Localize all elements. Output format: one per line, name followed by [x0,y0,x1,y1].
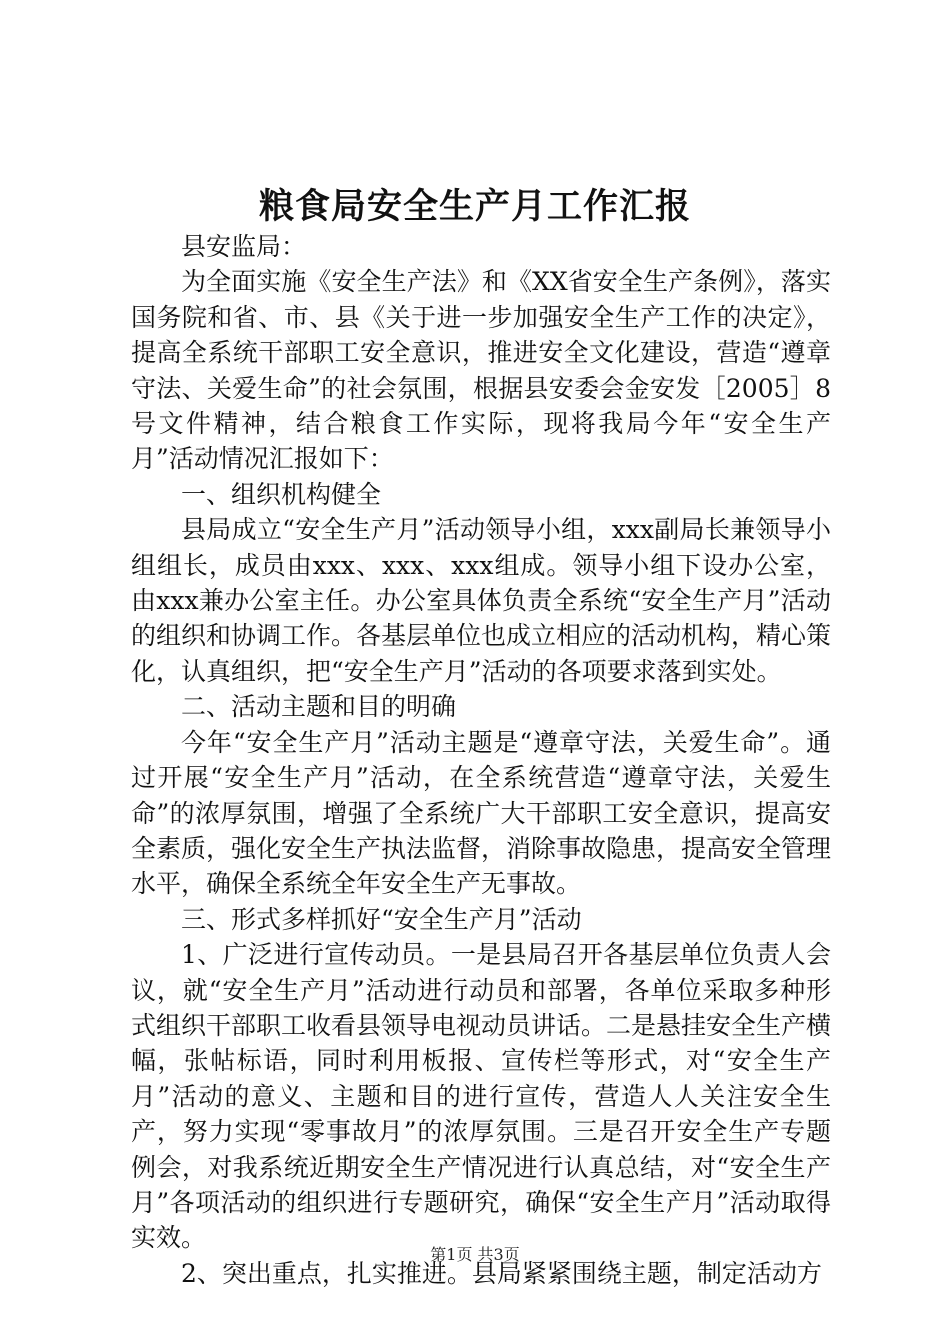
paragraph-section-3-item-1: 1、广泛进行宣传动员。一是县局召开各基层单位负责人会议，就“安全生产月”活动进行动员和部署，各单位采取多种形式组织干部职工收看县领导电视动员讲话。二是悬挂安全生产横幅，张帖标语，同时利用板报、宣传栏等形式，对“安全生产月”活动的意义、主题和目的进行宣传，营造人人关注安全生产，努力实现“零事故月”的浓厚氛围。三是召开安全生产专题例会，对我系统近期安全生产情况进行认真总结，对“安全生产月”各项活动的组织进行专题研究，确保“安全生产月”活动取得实效。 [131,940,832,1253]
paragraph-section-1: 县局成立“安全生产月”活动领导小组，xxx副局长兼领导小组组长，成员由xxx、xxx、xxx组成。领导小组下设办公室，由xxx兼办公室主任。办公室具体负责全系统“安全生产月”活动的组织和协调工作。各基层单位也成立相应的活动机构，精心策化，认真组织，把“安全生产月”活动的各项要求落到实处。 [131,515,832,686]
document-body [131,229,831,1291]
page-footer: 第1页 共3页 [430,1245,520,1264]
document-title: 粮食局安全生产月工作汇报 [258,186,691,227]
heading-section-3: 三、形式多样抓好“安全生产月”活动 [181,904,582,934]
heading-section-2: 二、活动主题和目的明确 [181,692,457,722]
paragraph-section-3-item-2: 2、突出重点，扎实推进。县局紧紧围绕主题，制定活动方 [181,1258,822,1288]
paragraph-intro: 为全面实施《安全生产法》和《XX省安全生产条例》，落实国务院和省、市、县《关于进一步加强安全生产工作的决定》，提高全系统干部职工安全意识，推进安全文化建设，营造“遵章守法、关爱生命”的社会氛围，根据县安委会金安发［2005］8号文件精神，结合粮食工作实际，现将我局今年“安全生产月”活动情况汇报如下： [131,267,831,474]
paragraph-section-2: 今年“安全生产月”活动主题是“遵章守法，关爱生命”。通过开展“安全生产月”活动，在全系统营造“遵章守法，关爱生命”的浓厚氛围，增强了全系统广大干部职工安全意识，提高安全素质，强化安全生产执法监督，消除事故隐患，提高安全管理水平，确保全系统全年安全生产无事故。 [131,727,832,899]
heading-section-1: 一、组织机构健全 [181,479,382,509]
salutation: 县安监局： [181,232,307,261]
